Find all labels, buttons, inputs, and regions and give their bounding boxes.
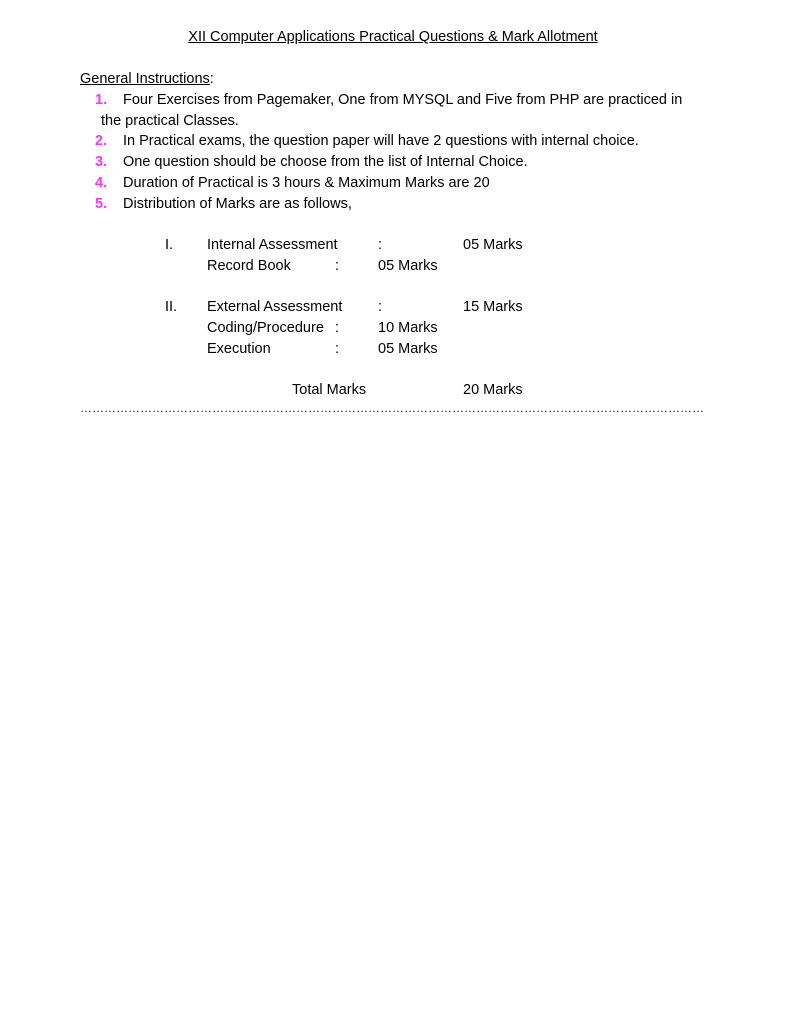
total-marks-value: 20 Marks — [463, 382, 523, 398]
execution-marks: 05 Marks — [378, 341, 438, 357]
internal-assessment-colon: : — [378, 237, 383, 253]
instruction-item — [95, 196, 715, 212]
page-title: XII Computer Applications Practical Questions & Mark Allotment — [188, 29, 598, 45]
general-instructions-heading — [80, 71, 214, 87]
record-book-colon: : — [335, 258, 340, 274]
general-instructions-colon: : — [209, 71, 214, 87]
external-assessment-label: External Assessment — [207, 299, 343, 315]
instruction-item — [95, 133, 715, 149]
internal-assessment-marks: 05 Marks — [463, 237, 523, 253]
execution-colon: : — [335, 341, 340, 357]
coding-procedure-marks: 10 Marks — [378, 320, 438, 336]
coding-procedure-colon: : — [335, 320, 340, 336]
execution-label: Execution — [207, 341, 271, 357]
instruction-text: Four Exercises from Pagemaker, One from MYSQL and Five from PHP are practiced in — [123, 92, 683, 108]
instruction-number: 4. — [95, 175, 108, 191]
instruction-text: Duration of Practical is 3 hours & Maximum Marks are 20 — [123, 175, 490, 191]
instruction-text: Distribution of Marks are as follows, — [123, 196, 352, 212]
external-assessment-colon: : — [378, 299, 383, 315]
coding-procedure-label: Coding/Procedure — [207, 320, 324, 336]
total-marks-label: Total Marks — [292, 382, 367, 398]
internal-numeral: I. — [165, 237, 174, 253]
dotted-separator: ………………………………………………………………………………………………………………………………………… — [80, 401, 704, 415]
record-book-marks: 05 Marks — [378, 258, 438, 274]
instruction-item — [95, 154, 715, 170]
external-numeral: II. — [165, 299, 178, 315]
instruction-continuation: the practical Classes. — [101, 113, 239, 129]
instruction-number: 2. — [95, 133, 108, 149]
instruction-number: 3. — [95, 154, 108, 170]
external-assessment-marks: 15 Marks — [463, 299, 523, 315]
general-instructions-label: General Instructions — [80, 71, 210, 87]
instruction-item — [95, 92, 715, 108]
instruction-number: 1. — [95, 92, 108, 108]
internal-assessment-label: Internal Assessment — [207, 237, 338, 253]
instruction-item — [95, 175, 715, 191]
record-book-label: Record Book — [207, 258, 291, 274]
instruction-text: One question should be choose from the list of Internal Choice. — [123, 154, 528, 170]
instruction-number: 5. — [95, 196, 108, 212]
instruction-text: In Practical exams, the question paper will have 2 questions with internal choice. — [123, 133, 639, 149]
